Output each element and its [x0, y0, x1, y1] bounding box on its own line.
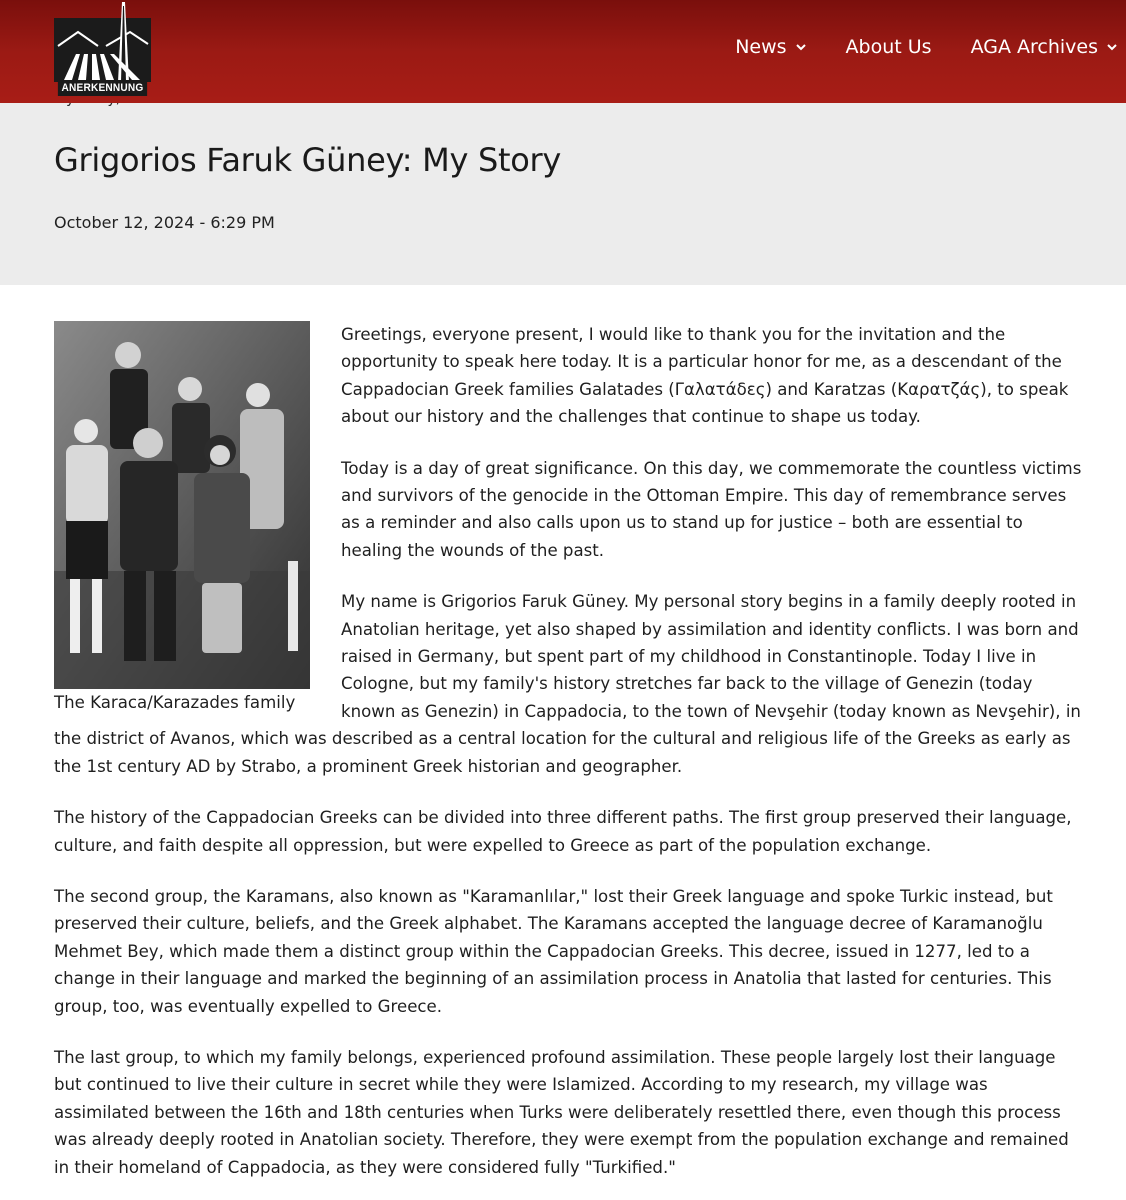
nav-aga-archives[interactable]: [971, 36, 1118, 58]
photo-caption: The Karaca/Karazades family: [54, 693, 296, 712]
article-paragraph: The last group, to which my family belongs, experienced profound assimilation. These people largely lost their language but continued to live their culture in secret while they were Islamized. According to my research, my village was assimilated between the 16th and 18th centuries when Turks were deliberately resettled there, even though this process was already deeply rooted in Anatolian society. Therefore, they were exempt from the population exchange and remained in their homeland of Cappadocia, as they were considered fully "Turkified.": [54, 1047, 1069, 1177]
post-date: October 12, 2024 - 6:29 PM: [54, 213, 275, 232]
family-photo[interactable]: [54, 321, 310, 689]
logo-text: ANERKENNUNG: [58, 80, 147, 96]
nav-about-us-label: About Us: [845, 36, 932, 58]
family-figure: [54, 321, 310, 716]
nav-about-us[interactable]: [846, 36, 932, 58]
page-title: Grigorios Faruk Güney: My Story: [54, 141, 561, 179]
site-logo[interactable]: [54, 2, 151, 96]
chevron-down-icon: [1106, 41, 1118, 53]
title-band: [0, 103, 1126, 285]
article-content: [54, 321, 1084, 1200]
article-paragraph: My name is Grigorios Faruk Güney. My personal story begins in a family deeply rooted in Anatolian heritage, yet also shaped by assimilation and identity conflicts. I was born and raised in Germany, but spent part of my childhood in Constantinople. Today I live in Cologne, but my family's history stretches far back to the village of Genezin (today known as Genezin) in Cappadocia, to the town of Nevşehir (today known as Nevşehir), in the district of Avanos, which was described as a central location for the cultural and religious life of the Greeks as early as the 1st century AD by Strabo, a prominent Greek historian and geographer.: [54, 592, 1081, 776]
chevron-down-icon: [795, 41, 807, 53]
nav-aga-archives-label: AGA Archives: [970, 36, 1098, 58]
logo-mark-icon: [54, 2, 151, 82]
article-paragraph: The history of the Cappadocian Greeks can be divided into three different paths. The first group preserved their language, culture, and faith despite all oppression, but were expelled to Greece as part of the population exchange.: [54, 808, 1072, 855]
article-paragraph: Greetings, everyone present, I would like to thank you for the invitation and the opportunity to speak here today. It is a particular honor for me, as a descendant of the Cappadocian Greek families Galatades (Γαλατάδες) and Karatzas (Καρατζάς), to speak about our history and the challenges that continue to shape us today.: [341, 325, 1069, 427]
nav-news-label: News: [735, 36, 787, 58]
main-nav: [696, 32, 1118, 62]
nav-news[interactable]: [735, 36, 806, 58]
article-paragraph: The second group, the Karamans, also known as "Karamanlılar," lost their Greek language and spoke Turkic instead, but preserved their culture, beliefs, and the Greek alphabet. The Karamans accepted the language decree of Karamanoğlu Mehmet Bey, which made them a distinct group within the Cappadocian Greeks. This decree, issued in 1277, led to a change in their language and marked the beginning of an assimilation process in Anatolia that lasted for centuries. This group, too, was eventually expelled to Greece.: [54, 886, 1053, 1016]
article-paragraph: Today is a day of great significance. On this day, we commemorate the countless victims and survivors of the genocide in the Ottoman Empire. This day of remembrance serves as a reminder and also calls upon us to stand up for justice – both are essential to healing the wounds of the past.: [341, 458, 1082, 560]
site-header: [0, 0, 1126, 103]
